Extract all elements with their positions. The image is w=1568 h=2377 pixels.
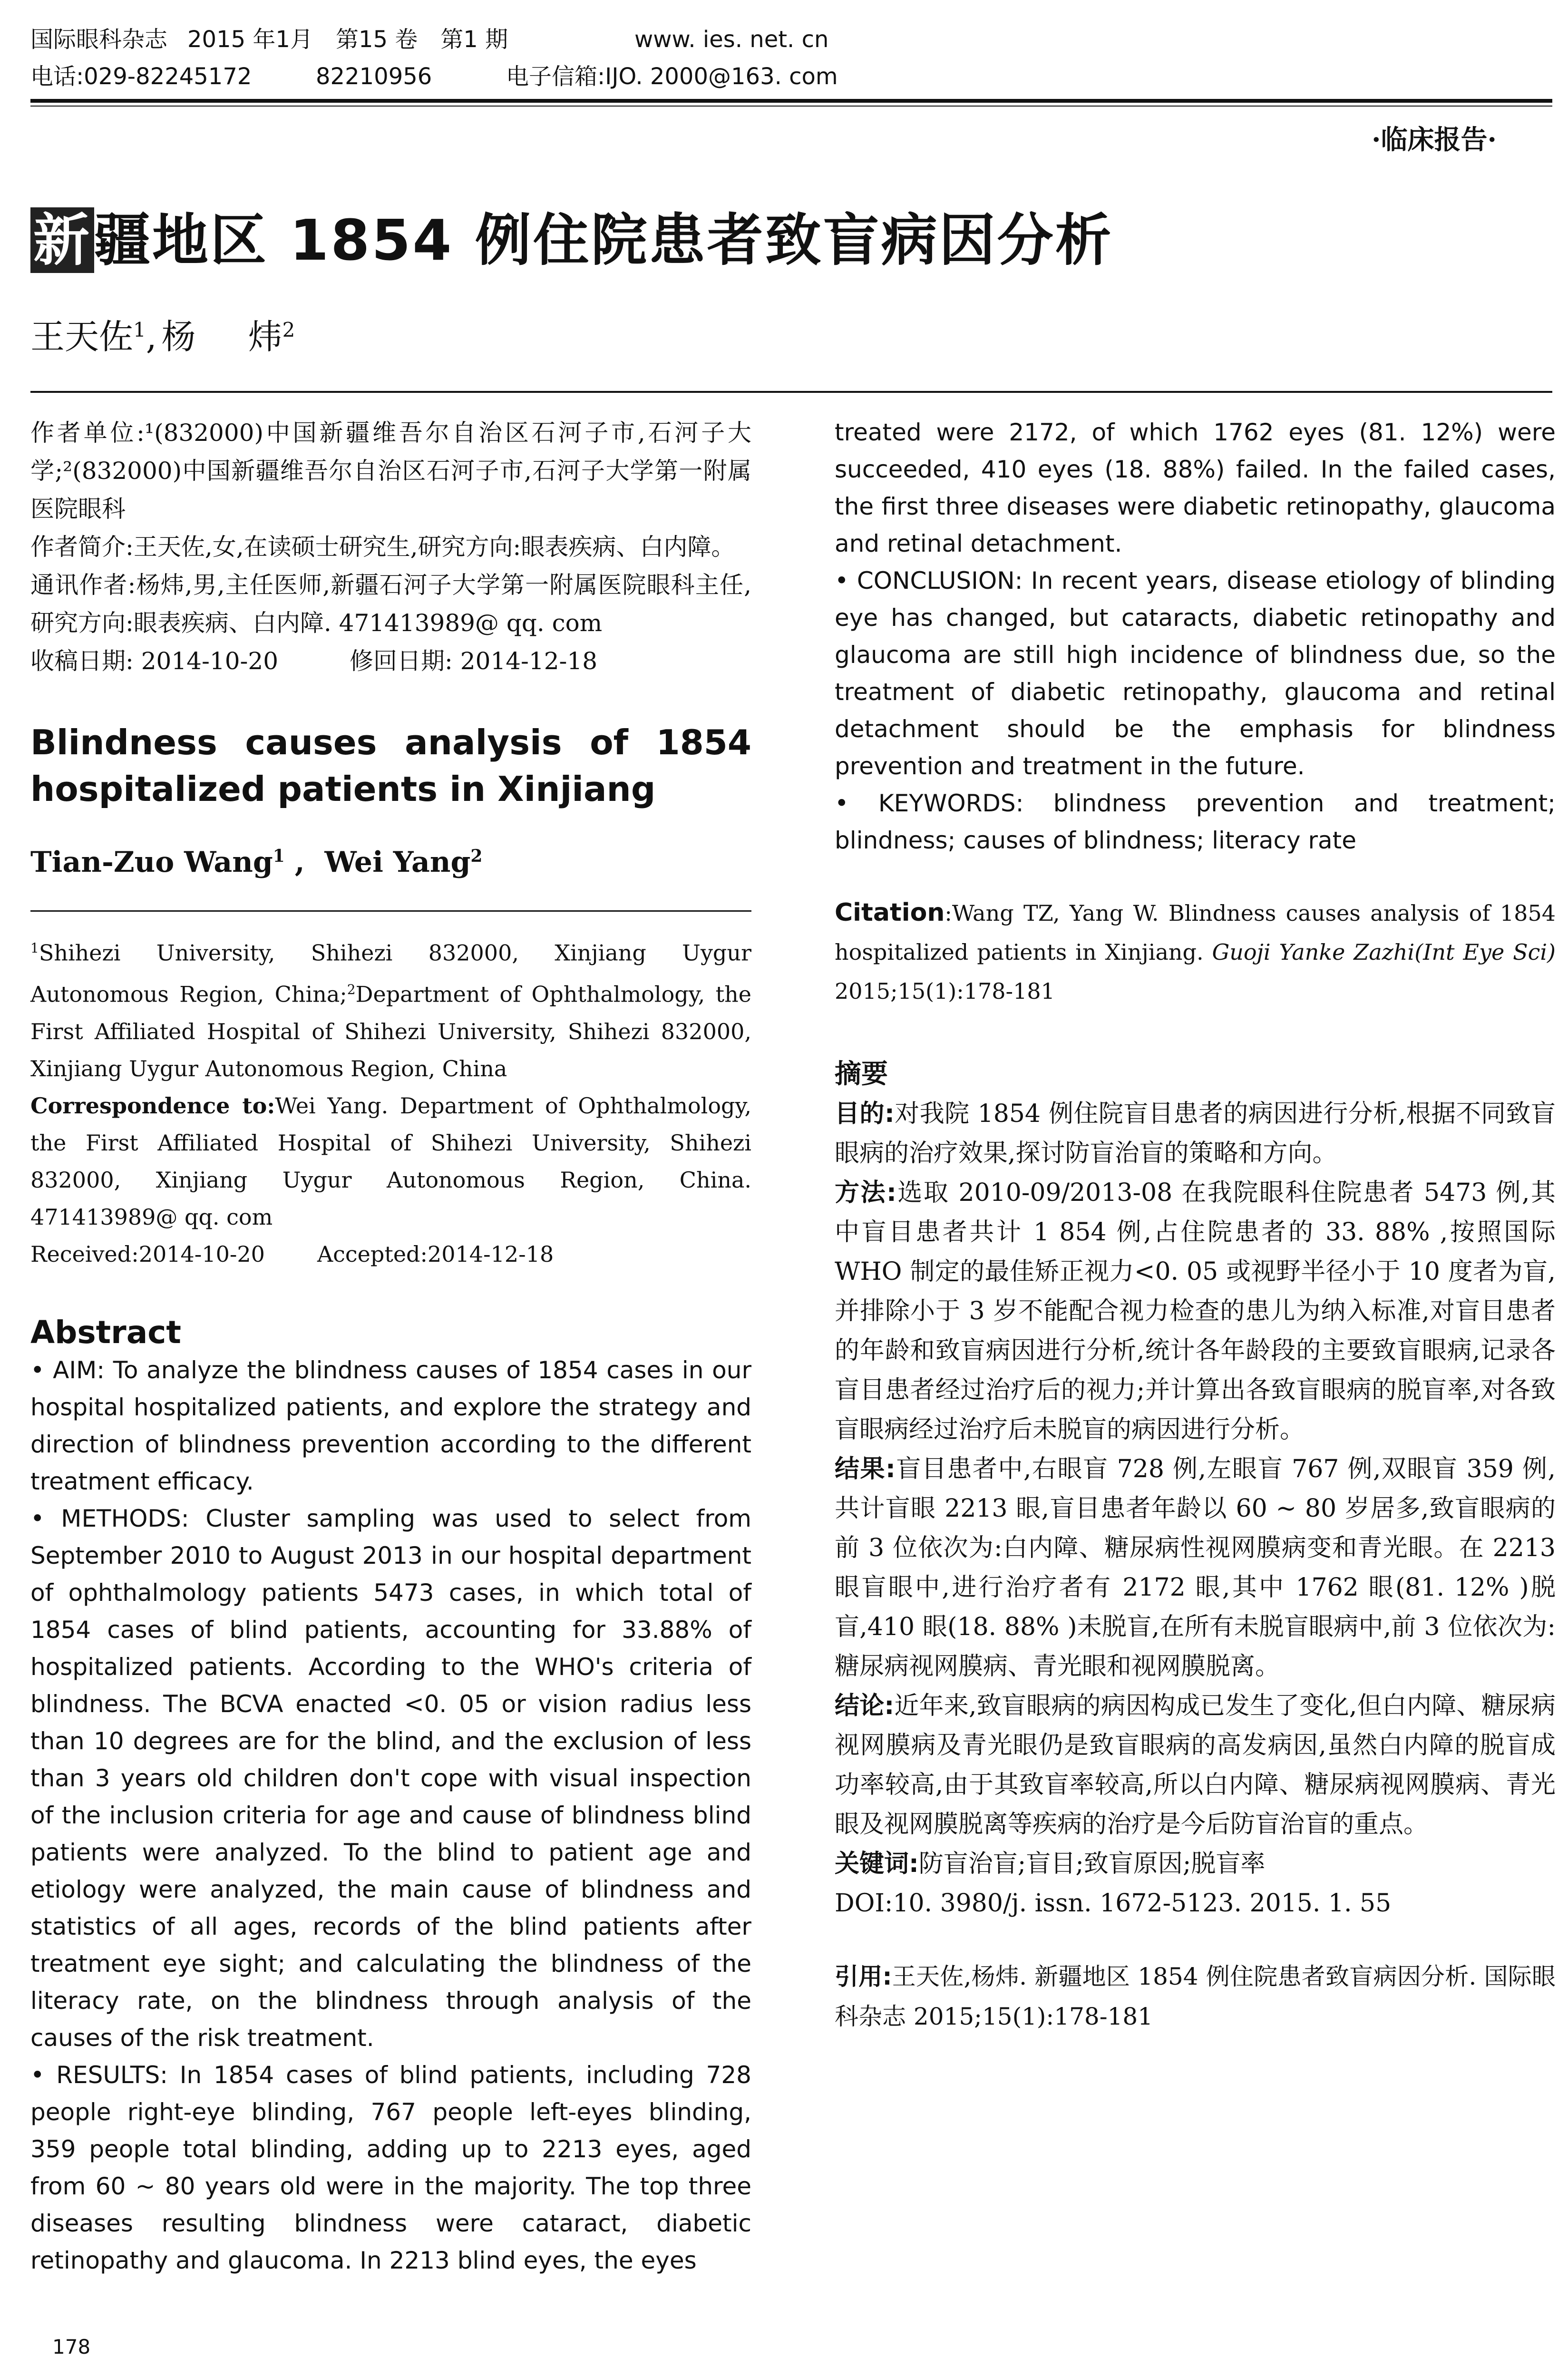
zh-results — [835, 1450, 1556, 1686]
right-column — [835, 414, 1556, 2036]
citation-en — [835, 893, 1556, 1011]
correspondence-label: Correspondence to: — [30, 1092, 275, 1119]
author-2-last: 炜 — [248, 317, 282, 357]
author-comma: , — [146, 317, 157, 357]
citation-label: Citation — [835, 898, 945, 927]
english-authors — [30, 846, 751, 879]
citation-text: :Wang TZ, Yang W. Blindness causes analysis of 1854 hospitalized patients in Xinjiang. — [835, 900, 1556, 965]
author-1: 王天佐 — [30, 317, 134, 357]
left-column — [30, 414, 751, 2279]
citation-end: 2015;15(1):178-181 — [835, 978, 1055, 1004]
aff-text-1: Shihezi University, Shihezi 832000, Xinjiang Uygur Autonomous Region, China; — [30, 940, 751, 1007]
zh-methods-label: 方法: — [835, 1179, 896, 1207]
zh-conclusion-label: 结论: — [835, 1692, 895, 1720]
abstract-heading: Abstract — [30, 1314, 181, 1351]
zh-results-text: 盲目患者中,右眼盲 728 例,左眼盲 767 例,双眼盲 359 例,共计盲眼 2213 眼,盲目患者年龄以 60 ~ 80 岁居多,致盲眼病的前 3 位依次为:白内障、糖尿病性视网膜病变和青光眼。在 2213 眼盲眼中,进行治疗者有 2172 眼,其中 1762 眼(81. 12% )脱盲,410 眼(18. 88% )未脱盲,在所有未脱盲眼病中,前 3 位依次为:糖尿病视网膜病、青光眼和视网膜脱离。 — [835, 1455, 1556, 1681]
title-text: 疆地区 1854 例住院患者致盲病因分析 — [94, 207, 1113, 273]
zh-conclusion — [835, 1686, 1556, 1844]
abstract-results-cont: treated were 2172, of which 1762 eyes (81. 12%) were succeeded, 410 eyes (18. 88%) failed. In the failed cases, the first three diseases were diabetic retinopathy, glaucoma and retinal detachment. — [835, 419, 1556, 557]
english-abstract-cont — [835, 414, 1556, 859]
header-divider — [30, 99, 1552, 103]
zh-abstract-heading: 摘要 — [835, 1059, 888, 1090]
en-author-2-sup: 2 — [470, 846, 483, 866]
title-divider — [30, 391, 1552, 393]
en-author-1-sup: 1 — [273, 846, 285, 866]
author-2-sup: 2 — [282, 318, 295, 341]
affiliation-cn-corr: 通讯作者:杨炜,男,主任医师,新疆石河子大学第一附属医院眼科主任,研究方向:眼表疾病、白内障. 471413989@ qq. com — [30, 571, 751, 637]
correspondence-text: Wei Yang. Department of Ophthalmology, the First Affiliated Hospital of Shihezi University, Shihezi 832000, Xinjiang Uygur Autonomous Region, China. 471413989@ qq. com — [30, 1092, 751, 1230]
received-date: Received:2014-10-20 — [30, 1241, 265, 1267]
en-author-2: Wei Yang — [324, 846, 471, 879]
title-drop-char: 新 — [30, 207, 94, 273]
aff-sup-2: 2 — [347, 982, 356, 998]
zh-methods — [835, 1173, 1556, 1450]
en-author-sep: , — [284, 846, 325, 879]
abstract-conclusion: • CONCLUSION: In recent years, disease etiology of blinding eye has changed, but cataracts, diabetic retinopathy and glaucoma are still high incidence of blindness due, so the treatment of diabetic retinopathy, glaucoma and retinal detachment should be the emphasis for blindness prevention and treatment in the future. — [835, 567, 1556, 780]
page-number: 178 — [52, 2335, 91, 2358]
zh-cite-label: 引用: — [835, 1963, 892, 1990]
journal-email[interactable]: 电子信箱:IJO. 2000@163. com — [506, 63, 838, 90]
author-1-sup: 1 — [133, 318, 146, 341]
zh-methods-text: 选取 2010-09/2013-08 在我院眼科住院患者 5473 例,其中盲目患者共计 1 854 例,占住院患者的 33. 88% ,按照国际 WHO 制定的最佳矫正视力<0. 05 或视野半径小于 10 度者为盲,并排除小于 3 岁不能配合视力检查的患儿为纳入标准,对盲目患者的年龄和致盲病因进行分析,统计各年龄段的主要致盲眼病,记录各盲目患者经过治疗后的视力;并计算出各致盲眼病的脱盲率,对各致盲眼病经过治疗后未脱盲的病因进行分析。 — [835, 1179, 1556, 1444]
affiliation-cn — [30, 414, 751, 680]
zh-results-label: 结果: — [835, 1455, 896, 1483]
journal-website[interactable]: www. ies. net. cn — [634, 26, 829, 53]
journal-phone: 电话:029-82245172 — [30, 63, 252, 90]
received-dates — [30, 1236, 751, 1273]
article-title — [30, 195, 1113, 276]
abstract-methods: • METHODS: Cluster sampling was used to select from September 2010 to August 2013 in our hospital department of ophthalmology patients 5473 cases, in which total of 1854 cases of blind patients, accounting for 33.88% of hospitalized patients. According to the WHO's criteria of blindness. The BCVA enacted <0. 05 or vision radius less than 10 degrees are for the blind, and the exclusion of less than 3 years old children don't cope with visual inspection of the inclusion criteria for age and cause of blindness blind patients were analyzed. To the blind to patient age and etiology were analyzed, the main cause of blindness and statistics of all ages, records of the blind patients after treatment eye sight; and calculating the blindness of the literacy rate, on the blindness through analysis of the causes of the risk treatment. — [30, 1504, 751, 2052]
correspondence — [30, 1087, 751, 1236]
authors-cn — [30, 309, 295, 359]
zh-abstract — [835, 1094, 1556, 1923]
header-divider-thin — [30, 106, 1552, 107]
doi[interactable]: DOI:10. 3980/j. issn. 1672-5123. 2015. 1. 55 — [835, 1889, 1392, 1918]
affiliation-divider — [30, 910, 751, 912]
journal-phone2: 82210956 — [316, 63, 432, 90]
zh-conclusion-text: 近年来,致盲眼病的病因构成已发生了变化,但白内障、糖尿病视网膜病及青光眼仍是致盲眼病的高发病因,虽然白内障的脱盲成功率较高,由于其致盲率较高,所以白内障、糖尿病视网膜病、青光眼及视网膜脱离等疾病的治疗是今后防盲治盲的重点。 — [835, 1692, 1556, 1839]
zh-citation — [835, 1957, 1556, 2036]
aff-sup-1: 1 — [30, 940, 39, 956]
affiliation-cn-unit: 作者单位:¹(832000)中国新疆维吾尔自治区石河子市,石河子大学;²(832000)中国新疆维吾尔自治区石河子市,石河子大学第一附属医院眼科 — [30, 419, 751, 523]
en-author-1: Tian-Zuo Wang — [30, 846, 273, 879]
zh-keywords-text: 防盲治盲;盲目;致盲原因;脱盲率 — [918, 1850, 1266, 1878]
zh-cite-text: 王天佐,杨炜. 新疆地区 1854 例住院患者致盲病因分析. 国际眼科杂志 2015;15(1):178-181 — [835, 1963, 1556, 2030]
abstract-aim: • AIM: To analyze the blindness causes of 1854 cases in our hospital hospitalized patients, and explore the strategy and direction of blindness prevention according to the different treatment efficacy. — [30, 1356, 751, 1495]
english-abstract — [30, 1352, 751, 2279]
zh-keywords-label: 关键词: — [835, 1850, 919, 1878]
author-2-first: 杨 — [161, 317, 196, 357]
abstract-results: • RESULTS: In 1854 cases of blind patients, including 728 people right-eye blinding, 767 people left-eyes blinding, 359 people total blinding, adding up to 2213 eyes, aged from 60 ~ 80 years old were in the majority. The top three diseases resulting blindness were cataract, diabetic retinopathy and glaucoma. In 2213 blind eyes, the eyes — [30, 2061, 751, 2274]
citation-journal: Guoji Yanke Zazhi(Int Eye Sci) — [1212, 939, 1556, 965]
journal-name: 国际眼科杂志 — [30, 26, 168, 53]
english-title: Blindness causes analysis of 1854 hospitalized patients in Xinjiang — [30, 722, 751, 809]
zh-aim-label: 目的: — [835, 1100, 895, 1128]
affiliation-en — [30, 930, 751, 1273]
section-tag: ·临床报告· — [1372, 124, 1497, 156]
abstract-keywords: • KEYWORDS: blindness prevention and treatment; blindness; causes of blindness; literacy rate — [835, 789, 1556, 854]
affiliation-cn-dates: 收稿日期: 2014-10-20 修回日期: 2014-12-18 — [30, 647, 598, 675]
aff-text-2: Department of Ophthalmology, the First Affiliated Hospital of Shihezi University, Shihezi 832000, Xinjiang Uygur Autonomous Region, China — [30, 981, 751, 1081]
zh-keywords — [835, 1844, 1556, 1884]
journal-issue: 2015 年1月 第15 卷 第1 期 — [187, 26, 508, 53]
affiliation-en-text — [30, 930, 751, 1087]
journal-header — [30, 21, 1552, 95]
zh-aim — [835, 1094, 1556, 1173]
zh-aim-text: 对我院 1854 例住院盲目患者的病因进行分析,根据不同致盲眼病的治疗效果,探讨防盲治盲的策略和方向。 — [835, 1100, 1556, 1168]
accepted-date: Accepted:2014-12-18 — [317, 1241, 554, 1267]
affiliation-cn-bio: 作者简介:王天佐,女,在读硕士研究生,研究方向:眼表疾病、白内障。 — [30, 533, 735, 561]
